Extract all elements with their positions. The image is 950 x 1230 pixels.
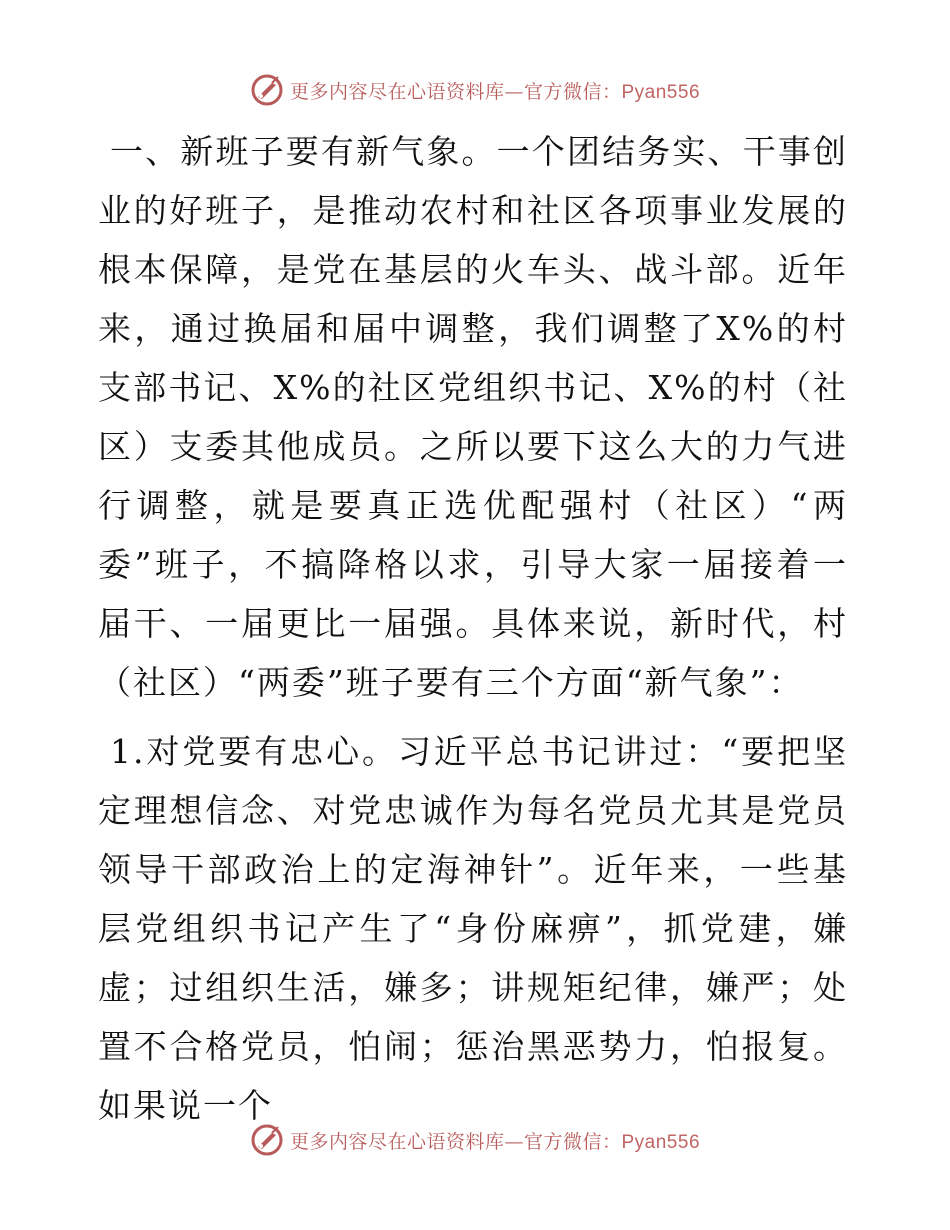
watermark-text xyxy=(290,77,700,104)
document-body xyxy=(98,122,848,1135)
paragraph: 一、新班子要有新气象。一个团结务实、干事创业的好班子，是推动农村和社区各项事业发展的根本保障，是党在基层的火车头、战斗部。近年来，通过换届和届中调整，我们调整了X%的村支部书记、X%的社区党组织书记、X%的村（社区）支委其他成员。之所以要下这么大的力气进行调整，就是要真正选优配强村（社区）“两委”班子，不搞降格以求，引导大家一届接着一届干、一届更比一届强。具体来说，新时代，村（社区）“两委”班子要有三个方面“新气象”： xyxy=(98,132,848,702)
watermark-site: 更多内容尽在心语资料库 xyxy=(289,1130,505,1153)
footer-watermark xyxy=(0,1120,950,1160)
watermark-wechat-label: 官方微信： xyxy=(523,80,622,103)
header-watermark xyxy=(0,70,950,110)
watermark-separator: — xyxy=(504,1130,524,1153)
watermark-wechat-label: 官方微信： xyxy=(523,1130,622,1153)
watermark-separator: — xyxy=(504,80,524,103)
watermark-wechat-id: Pyan556 xyxy=(621,81,701,103)
quill-seal-icon xyxy=(250,73,284,107)
watermark-text xyxy=(290,1127,700,1154)
watermark-wechat-id: Pyan556 xyxy=(621,1131,701,1153)
quill-seal-icon xyxy=(250,1123,284,1157)
watermark-site: 更多内容尽在心语资料库 xyxy=(289,80,505,103)
paragraph: 1.对党要有忠心。习近平总书记讲过：“要把坚定理想信念、对党忠诚作为每名党员尤其是党员领导干部政治上的定海神针”。近年来，一些基层党组织书记产生了“身份麻痹”，抓党建，嫌虚；过组织生活，嫌多；讲规矩纪律，嫌严；处置不合格党员，怕闹；惩治黑恶势力，怕报复。如果说一个 xyxy=(98,732,848,1125)
